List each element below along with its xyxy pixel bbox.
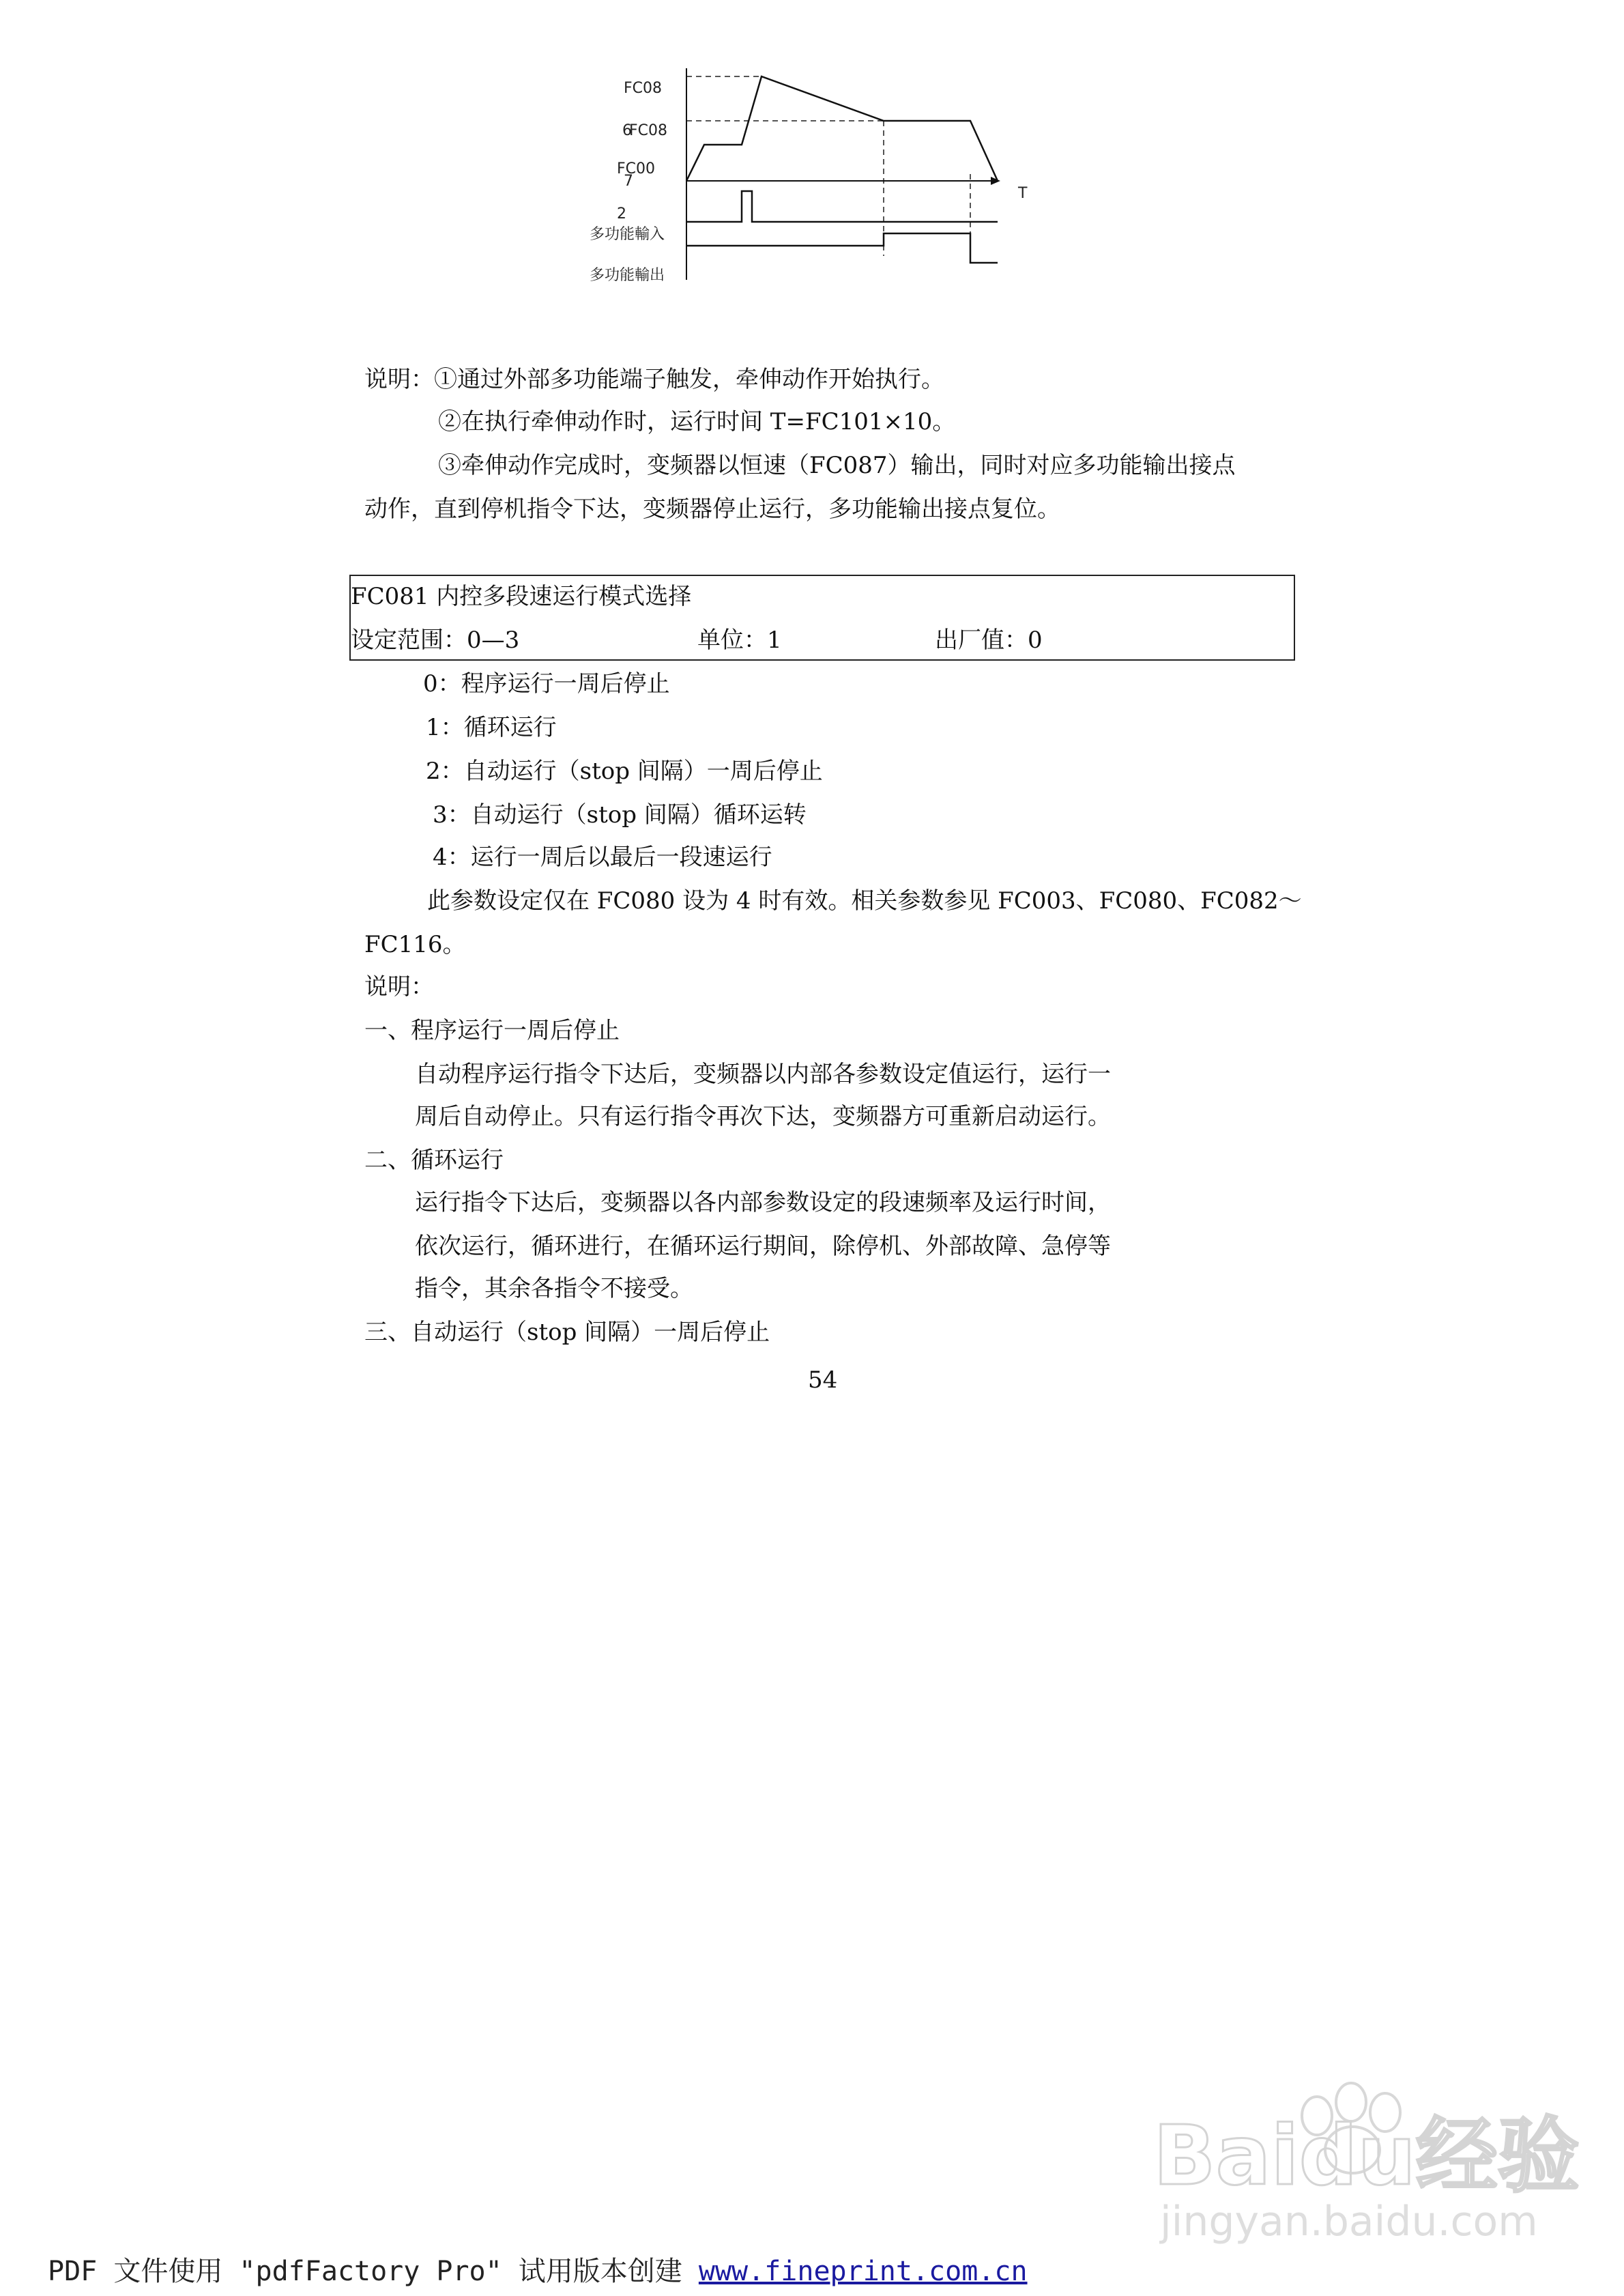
section-2-line2: 依次运行，循环进行，在循环运行期间，除停机、外部故障、急停等	[415, 1233, 1111, 1260]
frequency-curve	[686, 76, 998, 181]
clipped-label: 2	[617, 205, 626, 223]
param-box	[349, 575, 1295, 661]
paw-icon	[1146, 2075, 1610, 2252]
multi-output-label: 多功能輸出	[590, 267, 665, 284]
option-2: 2：自动运行（stop 间隔）一周后停止	[426, 758, 823, 785]
footer	[48, 2250, 1028, 2288]
fc00-label: FC00	[617, 160, 656, 177]
footer-text: PDF 文件使用 "pdfFactory Pro" 试用版本创建	[48, 2256, 699, 2287]
param-unit: 单位：1	[697, 627, 782, 654]
note-line-1: 说明：①通过外部多功能端子触发，牵伸动作开始执行。	[364, 366, 944, 393]
fc08-top-label: FC08	[624, 80, 663, 97]
fc08-mid-prefix: 6	[622, 122, 632, 139]
section-2-line1: 运行指令下达后，变频器以各内部参数设定的段速频率及运行时间，	[415, 1189, 1111, 1216]
section-2-line3: 指令，其余各指令不接受。	[415, 1275, 693, 1302]
watermark-brand: Baidu经验	[1153, 2109, 1580, 2204]
fc00-suffix: 7	[624, 173, 633, 190]
option-3: 3：自动运行（stop 间隔）循环运转	[433, 801, 807, 829]
param-range: 设定范围：0—3	[351, 627, 520, 654]
multi-input-signal	[686, 233, 998, 263]
baidu-watermark	[1146, 2075, 1610, 2255]
section-3-title: 三、自动运行（stop 间隔）一周后停止	[364, 1319, 770, 1346]
option-0: 0：程序运行一周后停止	[423, 670, 670, 698]
param-title: FC081 内控多段速运行模式选择	[351, 583, 692, 610]
timing-diagram	[573, 27, 1051, 300]
section-1-line2: 周后自动停止。只有运行指令再次下达，变频器方可重新启动运行。	[415, 1103, 1111, 1130]
section-2-title: 二、循环运行	[364, 1147, 504, 1174]
section-1-title: 一、程序运行一周后停止	[364, 1017, 620, 1044]
page-number: 54	[808, 1366, 838, 1394]
section-1-line1: 自动程序运行指令下达后，变频器以内部各参数设定值运行，运行一	[415, 1061, 1111, 1088]
t-axis-label: T	[1018, 185, 1028, 202]
trigger-pulse	[686, 191, 998, 222]
note-line-3: ③牵伸动作完成时，变频器以恒速（FC087）输出，同时对应多功能输出接点	[438, 452, 1236, 479]
para1-line2: FC116。	[364, 931, 466, 958]
option-1: 1：循环运行	[426, 714, 557, 741]
watermark-url: jingyan.baidu.com	[1160, 2198, 1538, 2245]
multi-input-label: 多功能輸入	[590, 226, 665, 243]
note-line-4: 动作，直到停机指令下达，变频器停止运行，多功能输出接点复位。	[364, 496, 1060, 523]
fc08-mid-label: FC08	[629, 122, 668, 139]
para1-line1: 此参数设定仅在 FC080 设为 4 时有效。相关参数参见 FC003、FC080、FC082～	[427, 887, 1302, 915]
note-line-2: ②在执行牵伸动作时，运行时间 T=FC101×10。	[438, 408, 956, 435]
param-default: 出厂值：0	[935, 627, 1043, 654]
desc-label: 说明：	[364, 973, 434, 1001]
option-4: 4：运行一周后以最后一段速运行	[433, 844, 772, 871]
footer-link[interactable]: www.fineprint.com.cn	[698, 2256, 1028, 2287]
